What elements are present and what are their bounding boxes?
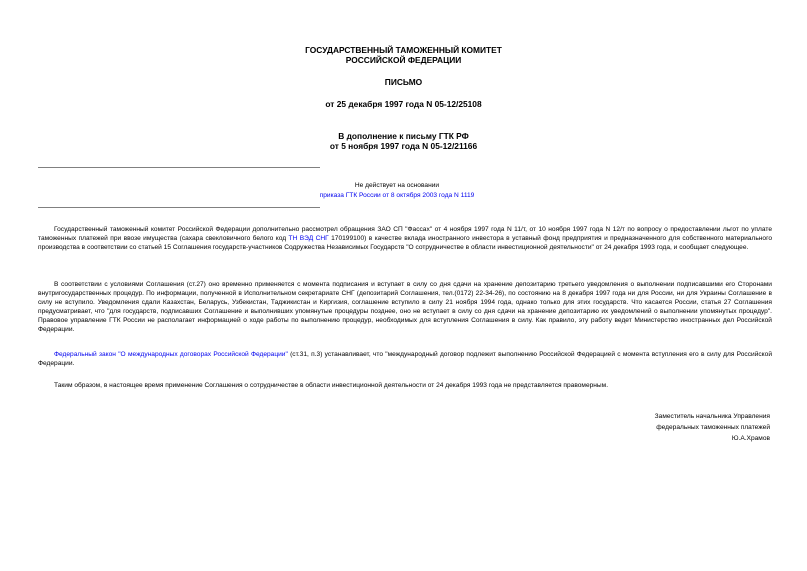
paragraph-4-text: Таким образом, в настоящее время применение Соглашения о сотрудничестве в области инвестиционной деятельности от 24 декабря 1993 года не представляется правомерным. xyxy=(54,382,609,389)
signature-title-line-2: федеральных таможенных платежей xyxy=(656,424,770,431)
paragraph-2-text: В соответствии с условиями Соглашения (ст.27) оно временно применяется с момента подписания и вступает в силу со дня сдачи на хранение депозитарию третьего уведомления о выполнении подписавшими его Сторонами внутригосударственных процедур. По информации, полученной в Исполнительном секретариате СНГ (депозитарий Соглашения, тел.(0172) 22-34-26), по состоянию на 8 декабря 1997 года ни для России, ни для Украины Соглашение в силу не вступило. Уведомления сдали Казахстан, Беларусь, Узбекистан, Таджикистан и Киргизия, соглашение вступило в силу 21 ноября 1994 года, однако только для этих государств. Что касается России, статья 27 Соглашения предусматривает, что "для государств, подписавших Соглашение и выполнивших упомянутые процедуры позднее, оно не вступает в силу со дня сдачи на хранение депозитарию их уведомлений о выполнении упомянутых процедур". Правовое управление ГТК России не располагает информацией о ходе работы по выполнению процедур, необходимых для вступления Соглашения в силу. Как правило, эту работу ведет Министерство иностранных дел Российской Федерации. xyxy=(38,281,772,333)
paragraph-1-text-a: Государственный таможенный комитет Российской Федерации дополнительно рассмотрел обращения ЗАО СП "Фассах" от 4 ноября 1997 года N 11/т, от 10 ноября 1997 года N 12/т по вопросу о предоставлении льгот по уплате таможенных платежей при ввозе имущества (сахара свекловичного белого код xyxy=(38,226,772,242)
subject-line-2: от 5 ноября 1997 года N 05-12/21166 xyxy=(329,141,478,151)
bottom-divider xyxy=(38,207,320,208)
status-note: Не действует на основании xyxy=(354,182,440,189)
paragraph-1 xyxy=(38,226,772,253)
status-note-link-line xyxy=(38,191,756,201)
federal-law-link[interactable]: Федеральный закон "О международных договорах Российской Федерации" xyxy=(54,351,288,358)
paragraph-4 xyxy=(38,382,772,391)
signature-title-line-1: Заместитель начальника Управления xyxy=(654,413,770,420)
org-name-line-2: РОССИЙСКОЙ ФЕДЕРАЦИИ xyxy=(345,55,462,65)
signatory-name: Ю.А.Храмов xyxy=(731,435,770,442)
repeal-order-link[interactable]: приказа ГТК России от 8 октября 2003 года N 1119 xyxy=(319,192,475,199)
document-date: от 25 декабря 1997 года N 05-12/25108 xyxy=(325,99,482,109)
paragraph-3 xyxy=(38,351,772,369)
paragraph-3-text: (ст.31, п.3) устанавливает, что "международный договор подлежит выполнению Российской Федерацией с момента вступления его в силу для Российской Федерации. xyxy=(38,351,772,367)
paragraph-1-text-b: 170199100) в качестве вклада иностранного инвестора в уставный фонд предприятия и предназначенного для собственного материального производства в соответствии со статьей 15 Соглашения государств-участников Содружества Независимых Государств "О сотрудничестве в области инвестиционной деятельности" от 24 декабря 1993 года, и сообщает следующее. xyxy=(38,234,772,251)
document-type: ПИСЬМО xyxy=(384,77,423,87)
subject-line-1: В дополнение к письму ГТК РФ xyxy=(338,131,469,141)
paragraph-2 xyxy=(38,281,772,334)
tn-ved-link[interactable]: ТН ВЭД СНГ xyxy=(288,234,329,242)
org-name-line-1: ГОСУДАРСТВЕННЫЙ ТАМОЖЕННЫЙ КОМИТЕТ xyxy=(305,45,502,55)
top-divider xyxy=(38,167,320,168)
